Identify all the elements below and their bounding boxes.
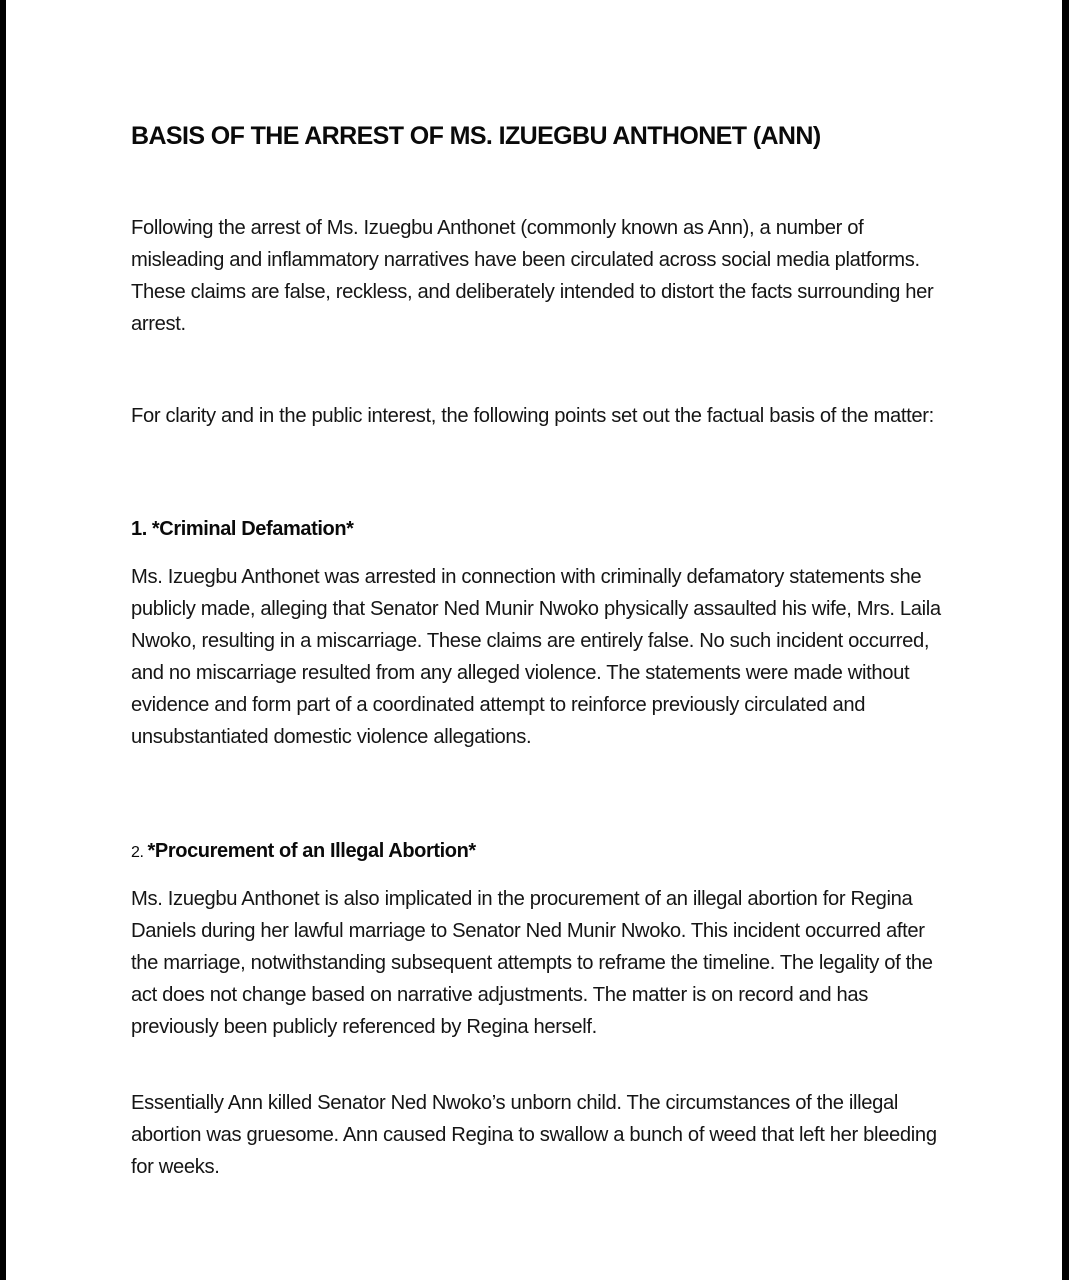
clarity-paragraph: For clarity and in the public interest, the following points set out the factual basis of the matter: <box>131 405 934 427</box>
document-title: BASIS OF THE ARREST OF MS. IZUEGBU ANTHONET (ANN) <box>131 122 821 150</box>
intro-paragraph: Following the arrest of Ms. Izuegbu Anthonet (commonly known as Ann), a number of misleading and inflammatory narratives have been circulated across social media platforms. These claims are false, reckless, and deliberately intended to distort the facts surrounding her arrest. <box>131 217 934 335</box>
section-1-title: *Criminal Defamation* <box>151 518 354 540</box>
section-2-paragraph-2: Essentially Ann killed Senator Ned Nwoko’s unborn child. The circumstances of the illegal abortion was gruesome. Ann caused Regina to swallow a bunch of weed that left her bleeding for weeks. <box>131 1092 937 1178</box>
section-2-title: *Procurement of an Illegal Abortion* <box>147 840 476 862</box>
section-2-paragraph-1: Ms. Izuegbu Anthonet is also implicated in the procurement of an illegal abortion for Regina Daniels during her lawful marriage to Senator Ned Munir Nwoko. This incident occurred after the marriage, notwithstanding subsequent attempts to reframe the timeline. The legality of the act does not change based on narrative adjustments. The matter is on record and has previously been publicly referenced by Regina herself. <box>131 888 933 1038</box>
section-2-heading <box>131 840 476 863</box>
section-1-paragraph: Ms. Izuegbu Anthonet was arrested in connection with criminally defamatory statements she publicly made, alleging that Senator Ned Munir Nwoko physically assaulted his wife, Mrs. Laila Nwoko, resulting in a miscarriage. These claims are entirely false. No such incident occurred, and no miscarriage resulted from any alleged violence. The statements were made without evidence and form part of a coordinated attempt to reinforce previously circulated and unsubstantiated domestic violence allegations. <box>131 566 941 748</box>
document-page <box>6 0 1062 1280</box>
section-2-number: 2. <box>131 844 144 861</box>
section-1-number: 1. <box>131 518 147 540</box>
section-1-heading <box>131 518 354 541</box>
